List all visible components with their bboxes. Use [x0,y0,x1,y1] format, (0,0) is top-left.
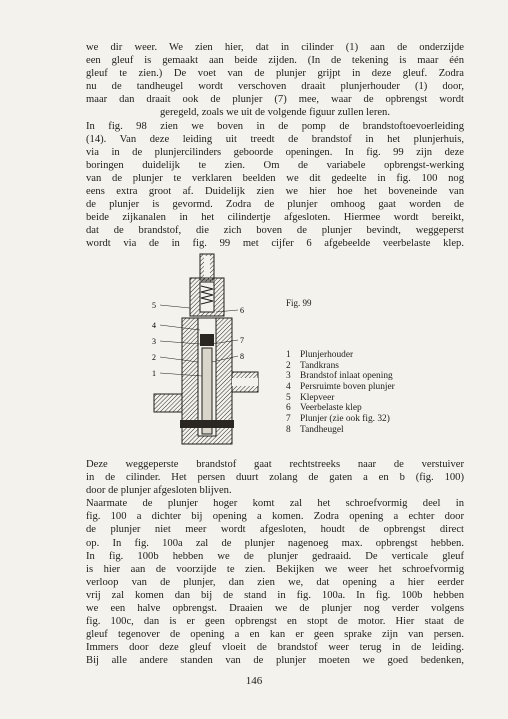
text-line: wordt via de in fig. 99 met cijfer 6 afgebeelde veerbelaste klep. [86,238,464,250]
legend-number: 5 [286,392,291,403]
legend-label: Brandstof inlaat opening [300,371,393,382]
text-line: maar dan draait ook de plunjer (7) mee, waar de opbrengst wordt [86,94,464,106]
text-line: een gleuf is gemaakt aan beide zijden. (In de tekening is maar één [86,55,464,67]
text-line: door de plunjer afgesloten blijven. [86,485,232,497]
text-line: vrij zal komen dan bij de stand in fig. 100a. In fig. 100b hebben [86,589,464,601]
text-line: geregeld, zoals we uit de volgende figuur zullen leren. [159,107,391,119]
fuel-pump-diagram [150,252,260,452]
text-line: (14). Van deze leiding uit treedt de brandstof in het plunjerhuis, [86,133,464,145]
callout-5: 5 [152,301,156,310]
text-line: gleuf te zien.) De voet van de plunjer grijpt in deze gleuf. Zodra [86,68,464,80]
figure-legend [286,350,395,436]
text-line: van de plunjer te verklaren beelden we dit gedeelte in fig. 100 nog [86,172,464,184]
text-line: verloop van de plunjer, dan zien we, dat opening a hier eerder [86,576,464,588]
legend-number: 3 [286,371,291,382]
text-line: fig. 100c, dan is er geen opbrengst en stopt de motor. Hier staat de [86,616,464,628]
legend-label: Veerbelaste klep [300,403,362,414]
text-line: de plunjer is gevormd. Zodra de plunjer omhoog gaat worden de [86,199,464,211]
callout-7: 7 [240,336,244,345]
legend-item [286,350,395,361]
text-line: eens extra groot af. Duidelijk zien we hier hoe het boveneinde van [86,186,464,198]
callout-8: 8 [240,352,244,361]
legend-number: 1 [286,350,291,360]
legend-label: Plunjerhouder [300,350,354,360]
paragraph-top [86,41,464,251]
text-line: is hier aan de voorzijde te zien. Bekijken we weer het schroefvormig [86,563,464,575]
text-line: de plunjer niet meer wordt afgesloten, houdt de opbrengst direct [86,524,464,536]
legend-number: 6 [286,403,291,414]
callout-1: 1 [152,369,156,378]
text-line: gleuf tegenover de opening a en kan er geen sprake zijn van persen. [86,629,464,641]
text-line: dat de brandstof, die zich boven de plunjer bevindt, weggeperst [86,225,464,237]
text-line: beide zijkanalen in het cilindertje afgesloten. Hiermee wordt bereikt, [86,212,464,224]
text-line: Deze weggeperste brandstof gaat rechtstreeks naar de verstuiver [86,459,464,470]
text-line: we dir weer. We zien hier, dat in cilinder (1) aan de onderzijde [86,42,464,53]
text-line: we een halve opbrengst. Draaien we de plunjer nog verder volgens [86,603,464,615]
legend-item [286,403,395,414]
text-line: In fig. 100b hebben we de plunjer gedraaid. De verticale gleuf [86,550,464,562]
text-line: fig. 100 a dichter bij opening a komen. Zodra opening a echter door [86,511,464,523]
legend-item [286,425,395,436]
legend-item [286,382,395,393]
legend-item [286,361,395,372]
text-line: boringen duidelijk te zien. Om de variabele opbrengst-werking [86,159,464,171]
legend-item [286,414,395,425]
legend-item [286,371,395,382]
legend-label: Klepveer [300,392,335,403]
text-line: via in de plunjercilinders geboorde openingen. In fig. 99 zijn deze [86,146,464,158]
legend-label: Persruimte boven plunjer [300,382,395,393]
text-line: nu de tandheugel wordt verschoven draait plunjerhouder (1) door, [86,81,464,93]
text-line: in de cilinder. Het persen duurt zolang de gaten a en b (fig. 100) [86,472,464,484]
legend-label: Tandheugel [300,424,344,435]
callout-2: 2 [152,353,156,362]
text-line: In fig. 98 zien we boven in de pomp de brandstoftoevoerleiding [86,120,464,132]
page-number: 146 [245,675,263,687]
legend-number: 2 [286,360,291,371]
legend-number: 7 [286,414,291,425]
legend-number: 8 [286,424,291,435]
pump-illustration [150,252,260,452]
legend-label: Tandkrans [300,360,339,371]
figure-caption: Fig. 99 [286,298,312,308]
callout-3: 3 [152,337,156,346]
paragraph-bottom [86,458,464,668]
legend-item [286,393,395,404]
text-line: Immers door deze gleuf vloeit de brandstof weer terug in de leiding. [86,642,464,654]
text-line: Bij alle andere standen van de plunjer moeten we goed bedenken, [86,655,464,667]
legend-label: Plunjer (zie ook fig. 32) [300,414,390,425]
text-line: Naarmate de plunjer hoger komt zal het schroefvormig deel in [86,498,464,510]
callout-4: 4 [152,321,156,330]
callout-6: 6 [240,306,244,315]
legend-number: 4 [286,382,291,393]
text-line: op. In fig. 100a zal de plunjer nagenoeg max. opbrengst hebben. [86,537,464,549]
